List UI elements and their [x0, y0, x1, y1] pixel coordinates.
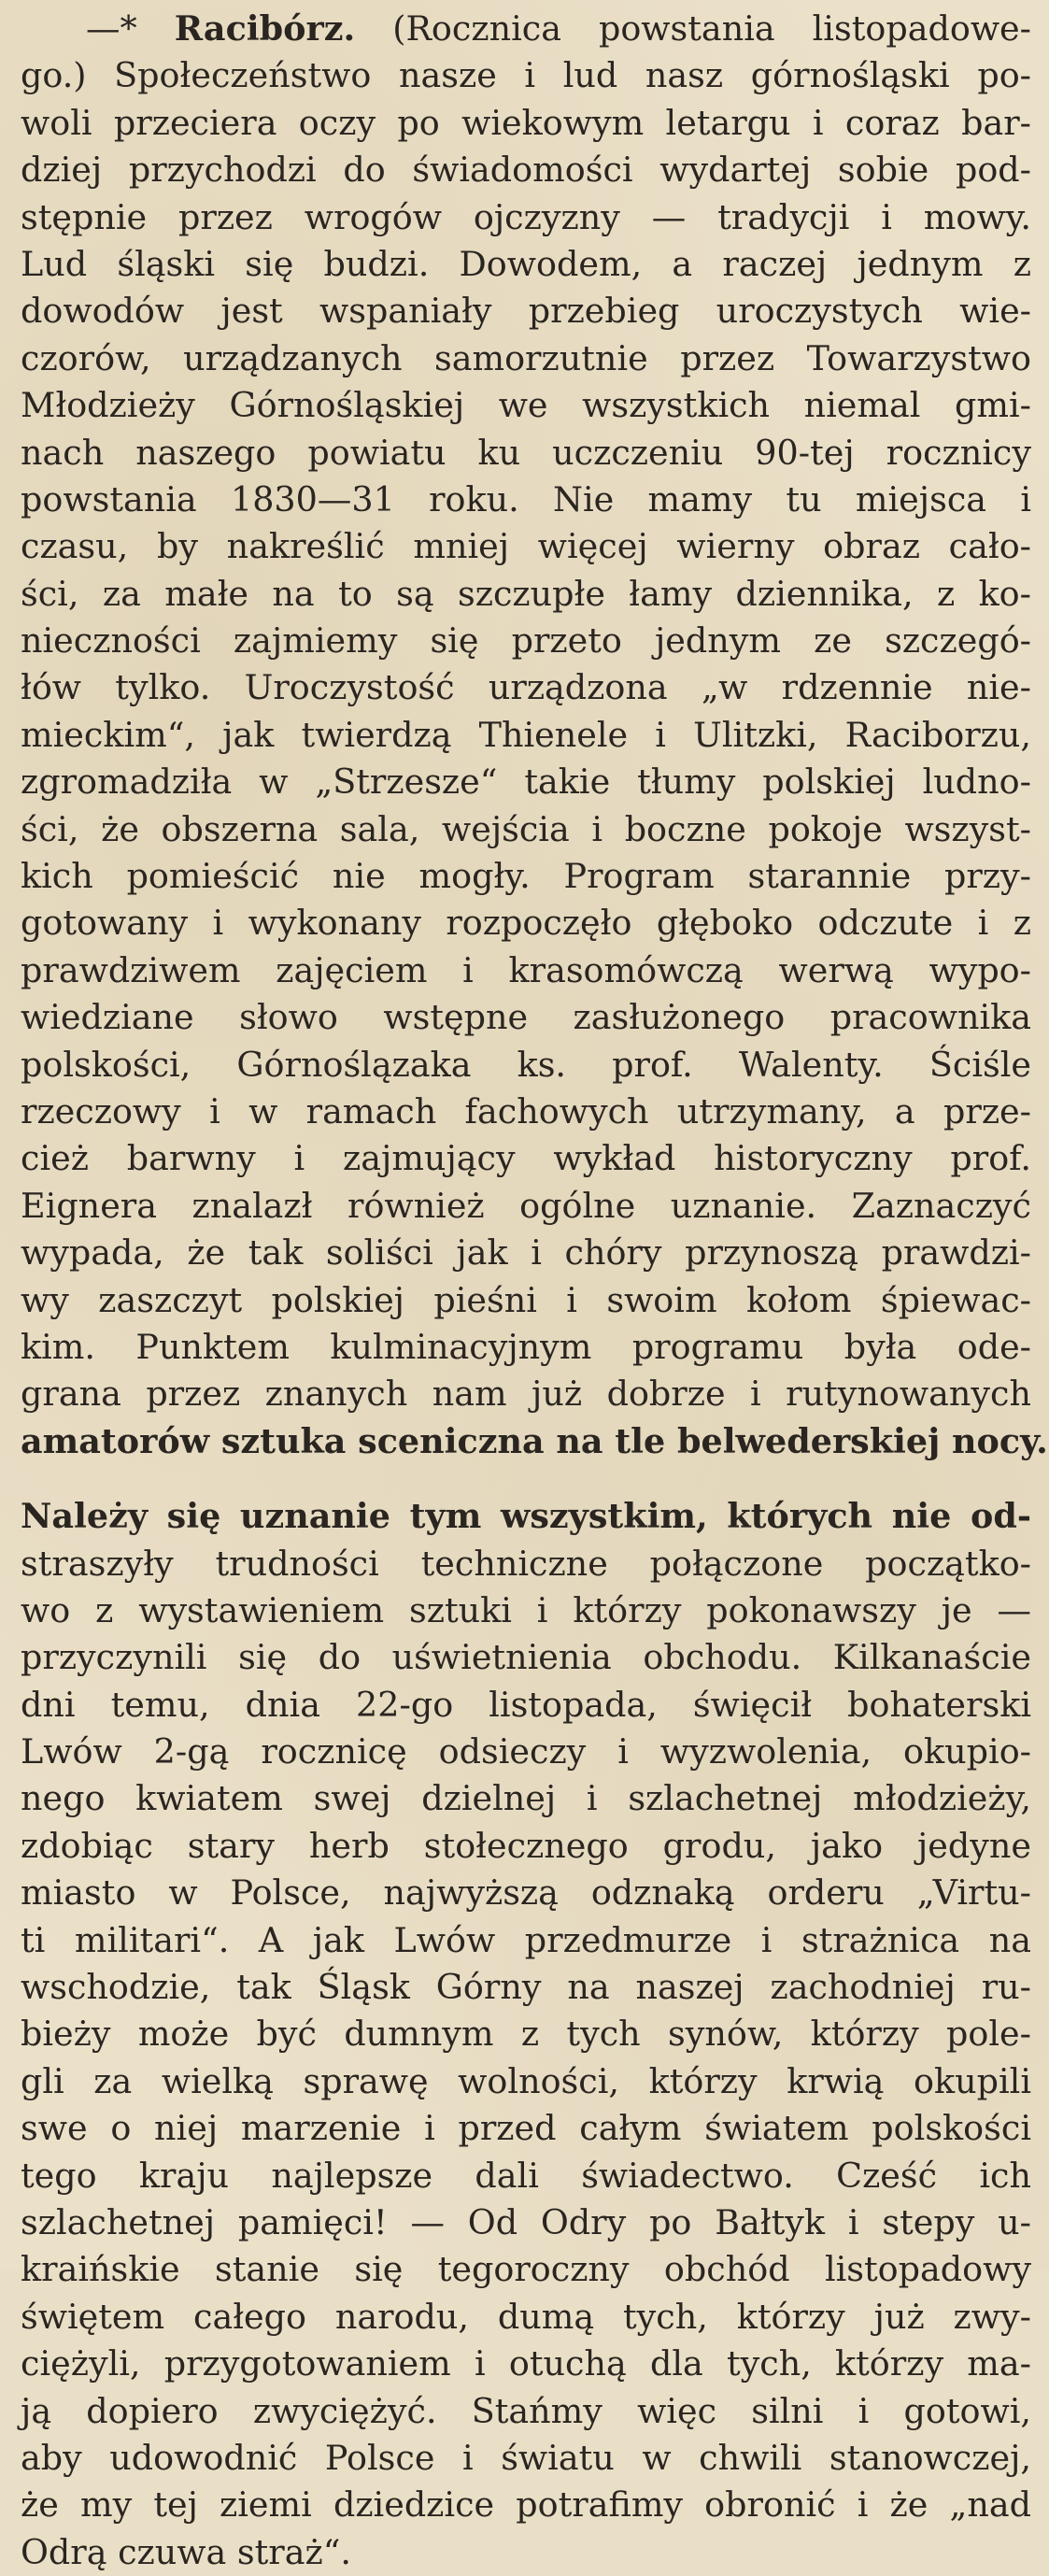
article-line: swe o niej marzenie i przed całym światem polskości [21, 2108, 1031, 2149]
article-line: zdobiąc stary herb stołecznego grodu, jako jedyne [21, 1825, 1031, 1866]
article-line: Eignera znalazł również ogólne uznanie. Zaznaczyć [21, 1185, 1031, 1226]
article-line: ści, za małe na to są szczupłe łamy dziennika, z ko- [21, 573, 1031, 614]
article-line: ciężyli, przygotowaniem i otuchą dla tych, którzy ma- [21, 2343, 1031, 2384]
article-line: mieckim“, jak twierdzą Thienele i Ulitzki, Raciborzu, [21, 714, 1031, 755]
article-line [21, 6, 1031, 52]
article-line: amatorów sztuka sceniczna na tle belwederskiej nocy. [21, 1420, 1048, 1461]
article-line: cież barwny i zajmujący wykład historyczny prof. [21, 1138, 1031, 1179]
article-line: łów tylko. Uroczystość urządzona „w rdzennie nie- [21, 667, 1031, 708]
article-line: ją dopiero zwyciężyć. Stańmy więc silni i gotowi, [21, 2390, 1031, 2431]
article-line: ti militari“. A jak Lwów przedmurze i strażnica na [21, 1919, 1031, 1960]
article-line: Lwów 2-gą rocznicę odsieczy i wyzwolenia, okupio- [21, 1731, 1031, 1772]
article-line: szlachetnej pamięci! — Od Odry po Bałtyk i stepy u- [21, 2201, 1031, 2242]
article-line: grana przez znanych nam już dobrze i rutynowanych [21, 1373, 1031, 1415]
article-line: tego kraju najlepsze dali świadectwo. Cześć ich [21, 2155, 1031, 2196]
heading-line-text: (Rocznica powstania listopadowe- [355, 8, 1031, 49]
article-line: kim. Punktem kulminacyjnym programu była ode- [21, 1326, 1031, 1367]
article-line: nego kwiatem swej dzielnej i szlachetnej młodzieży, [21, 1778, 1031, 1819]
article-line: nach naszego powiatu ku uczczeniu 90-tej rocznicy [21, 432, 1031, 473]
article-line: Młodzieży Górnośląskiej we wszystkich niemal gmi- [21, 385, 1031, 426]
article-line-text: Należy się uznanie tym wszystkim, których nie od- [21, 1496, 1031, 1537]
article-line: zgromadziła w „Strzesze“ takie tłumy polskiej ludno- [21, 761, 1031, 803]
article-heading: Racibórz. [174, 8, 356, 49]
article-line: polskości, Górnoślązaka ks. prof. Walenty. Ściśle [21, 1044, 1031, 1085]
article-line: go.) Społeczeństwo nasze i lud nasz górnośląski po- [21, 55, 1031, 96]
article-line: stępnie przez wrogów ojczyzny — tradycji i mowy. [21, 196, 1031, 237]
article-line: bieży może być dumnym z tych synów, którzy pole- [21, 2014, 1031, 2055]
article-line: wy zaszczyt polskiej pieśni i swoim kołom śpiewac- [21, 1279, 1031, 1320]
article-line: wschodzie, tak Śląsk Górny na naszej zachodniej ru- [21, 1967, 1031, 2008]
article-line: woli przeciera oczy po wiekowym letargu i coraz bar- [21, 102, 1031, 143]
article-line: że my tej ziemi dziedzice potrafimy obronić i że „nad [21, 2484, 1031, 2526]
article-line: ści, że obszerna sala, wejścia i boczne pokoje wszyst- [21, 808, 1031, 849]
article-line: wiedziane słowo wstępne zasłużonego pracownika [21, 997, 1031, 1038]
article-column [21, 6, 1048, 2576]
article-line: kich pomieścić nie mogły. Program starannie przy- [21, 856, 1031, 897]
paragraph-gap [21, 1465, 1031, 1493]
article-line: przyczynili się do uświetnienia obchodu. Kilkanaście [21, 1637, 1031, 1678]
article-line: prawdziwem zajęciem i krasomówczą werwą wypo- [21, 949, 1031, 990]
article-line: aby udowodnić Polsce i światu w chwili stanowczej, [21, 2437, 1031, 2478]
article-paragraph-1 [21, 6, 1048, 1465]
article-line: dni temu, dnia 22-go listopada, święcił bohaterski [21, 1684, 1031, 1725]
article-line: straszyły trudności techniczne połączone początko- [21, 1543, 1031, 1584]
article-line: świętem całego narodu, dumą tych, którzy już zwy- [21, 2296, 1031, 2337]
article-line: dowodów jest wspaniały przebieg uroczystych wie- [21, 291, 1031, 332]
article-line [21, 1493, 1031, 1540]
article-paragraph-2 [21, 1493, 1031, 2576]
article-line: czasu, by nakreślić mniej więcej wierny obraz cało- [21, 526, 1031, 567]
article-line: rzeczowy i w ramach fachowych utrzymany, a prze- [21, 1090, 1031, 1131]
article-line: kraińskie stanie się tegoroczny obchód listopadowy [21, 2249, 1031, 2290]
article-line: Odrą czuwa straż“. [21, 2531, 351, 2572]
article-line: dziej przychodzi do świadomości wydartej sobie pod- [21, 149, 1031, 191]
article-line: gli za wielką sprawę wolności, którzy krwią okupili [21, 2060, 1031, 2101]
article-line: gotowany i wykonany rozpoczęło głęboko odczute i z [21, 903, 1031, 944]
article-line: powstania 1830—31 roku. Nie mamy tu miejsca i [21, 478, 1031, 519]
article-line: wypada, że tak soliści jak i chóry przynoszą prawdzi- [21, 1232, 1031, 1274]
article-line: wo z wystawieniem sztuki i którzy pokonawszy je — [21, 1589, 1031, 1630]
article-line: miasto w Polsce, najwyższą odznaką orderu „Virtu- [21, 1872, 1031, 1914]
article-line: czorów, urządzanych samorzutnie przez Towarzystwo [21, 337, 1031, 378]
article-line: nieczności zajmiemy się przeto jednym ze szczegó- [21, 620, 1031, 662]
lead-marker: —* [86, 8, 137, 49]
article-line: Lud śląski się budzi. Dowodem, a raczej jednym z [21, 243, 1031, 284]
